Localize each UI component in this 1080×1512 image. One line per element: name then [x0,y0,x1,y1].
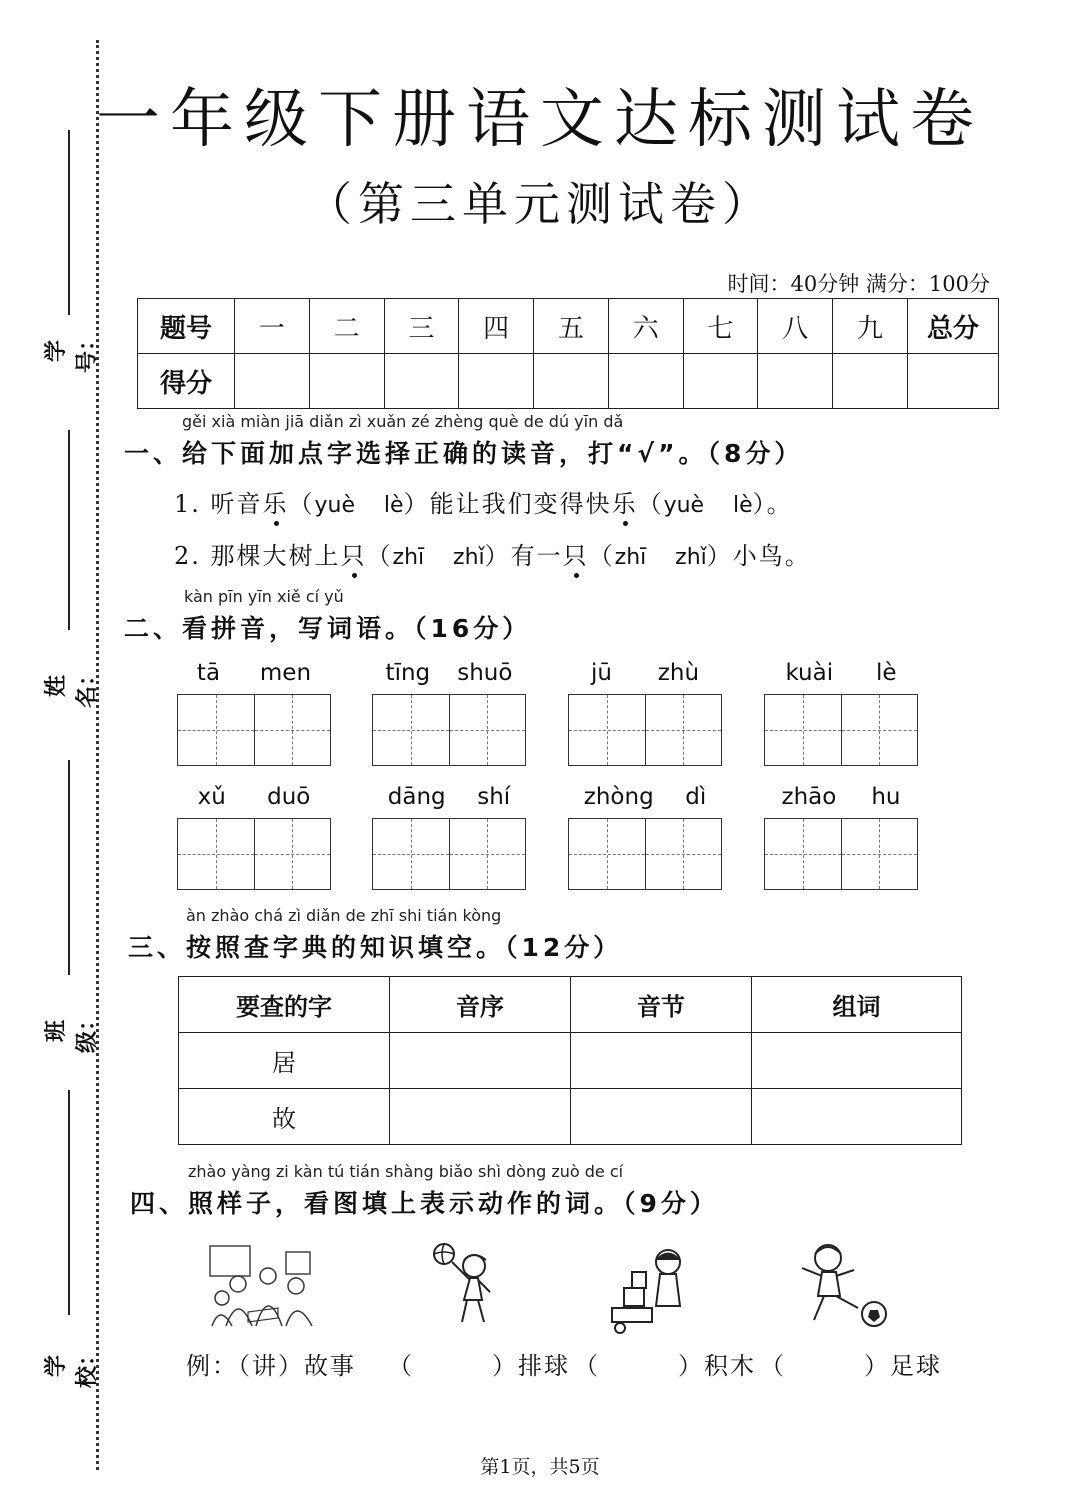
pinyin-option[interactable]: lè [732,493,753,518]
score-row-label: 得分 [138,354,235,409]
pinyin-word-box: zhòng dì [568,784,722,890]
page-title: 一年级下册语文达标测试卷 [96,83,984,157]
fill-in-volleyball[interactable]: （ ）排球 [388,1352,570,1380]
pinyin-option[interactable]: zhǐ [675,545,707,570]
score-cell[interactable] [908,354,999,409]
dotted-char: 只 [340,542,367,570]
score-cell[interactable] [683,354,758,409]
writing-grid[interactable] [177,694,331,766]
example-answer: 例：（讲）故事 [186,1352,356,1380]
question-1-2: 2. 那棵大树上只（zhī zhǐ）有一只（zhī zhǐ）小鸟。 [174,542,811,570]
section1-heading: 一、给下面加点字选择正确的读音，打“√”。（8分） [124,439,804,468]
binding-dash-line [96,40,99,1470]
score-header-cell: 九 [833,299,908,354]
class-rule [68,760,70,975]
section2-pinyin: kàn pīn yīn xiě cí yǔ [184,587,344,606]
score-cell[interactable] [384,354,459,409]
score-table-score-row [138,354,999,409]
soccer-player-illustration [784,1238,904,1328]
dictionary-header-row [179,977,962,1033]
pinyin-word-box: tīng shuō [372,660,526,766]
writing-grid[interactable] [372,694,526,766]
dictionary-header-cell: 音序 [390,977,571,1033]
score-header-cell: 八 [758,299,833,354]
lookup-char: 居 [179,1033,390,1089]
score-cell[interactable] [608,354,683,409]
score-cell[interactable] [833,354,908,409]
score-cell[interactable] [534,354,609,409]
pinyin-option[interactable]: zhǐ [453,545,485,570]
school-label: 学校： [43,1344,100,1389]
building-blocks-illustration [606,1244,726,1334]
dictionary-header-cell: 音节 [571,977,752,1033]
dotted-char: 乐 [262,490,289,518]
lookup-char: 故 [179,1089,390,1145]
score-table [137,298,999,409]
answer-cell[interactable] [571,1089,752,1145]
score-header-cell: 一 [235,299,310,354]
pinyin-word-box: zhāo hu [764,784,918,890]
time-and-score-info: 时间：40分钟 满分：100分 [727,272,990,296]
student-number-label: 学号： [43,329,100,374]
pinyin-option[interactable]: lè [383,493,404,518]
pinyin-option[interactable]: yuè [663,493,705,518]
volleyball-player-illustration [412,1240,532,1330]
answer-cell[interactable] [390,1089,571,1145]
score-header-cell: 七 [683,299,758,354]
section4-heading: 四、照样子，看图填上表示动作的词。（9分） [130,1189,719,1218]
fill-in-soccer[interactable]: （ ）足球 [760,1352,942,1380]
score-header-cell: 题号 [138,299,235,354]
table-row [179,1089,962,1145]
pinyin-word-box: dāng shí [372,784,526,890]
score-header-cell: 三 [384,299,459,354]
pinyin-option[interactable]: zhī [392,545,425,570]
writing-grid[interactable] [568,818,722,890]
dictionary-table [178,976,962,1145]
pinyin-word-box: jū zhù [568,660,722,766]
score-cell[interactable] [459,354,534,409]
table-row [179,1033,962,1089]
score-header-cell: 二 [309,299,384,354]
score-cell[interactable] [758,354,833,409]
pinyin-word-box: kuài lè [764,660,918,766]
dictionary-header-cell: 要查的字 [179,977,390,1033]
writing-grid[interactable] [764,694,918,766]
pinyin-option[interactable]: yuè [314,493,356,518]
storytelling-group-illustration [208,1242,328,1332]
answer-cell[interactable] [390,1033,571,1089]
pinyin-word-box: tā men [177,660,331,766]
class-label: 班级： [43,1009,100,1054]
school-rule [68,1090,70,1315]
score-header-cell: 总分 [908,299,999,354]
score-header-cell: 五 [534,299,609,354]
page-footer: 第1页，共5页 [480,1456,600,1478]
answer-cell[interactable] [752,1033,962,1089]
score-table-header-row [138,299,999,354]
page-subtitle: （第三单元测试卷） [306,177,774,231]
dotted-char: 乐 [611,490,638,518]
score-header-cell: 四 [459,299,534,354]
answer-cell[interactable] [752,1089,962,1145]
dictionary-header-cell: 组词 [752,977,962,1033]
fill-in-blocks[interactable]: （ ）积木 [574,1352,756,1380]
writing-grid[interactable] [568,694,722,766]
score-cell[interactable] [235,354,310,409]
dotted-char: 只 [562,542,589,570]
writing-grid[interactable] [372,818,526,890]
question-1-1: 1. 听音乐（yuè lè）能让我们变得快乐（yuè lè）。 [174,490,793,518]
score-cell[interactable] [309,354,384,409]
section2-heading: 二、看拼音，写词语。（16分） [124,614,532,643]
pinyin-option[interactable]: zhī [614,545,647,570]
section1-pinyin: gěi xià miàn jiā diǎn zì xuǎn zé zhèng què de dú yīn dǎ [182,412,624,431]
section4-pinyin: zhào yàng zi kàn tú tián shàng biǎo shì dòng zuò de cí [188,1162,624,1181]
score-header-cell: 六 [608,299,683,354]
answer-cell[interactable] [571,1033,752,1089]
writing-grid[interactable] [177,818,331,890]
name-rule [68,430,70,630]
name-label: 姓名： [43,664,100,709]
pinyin-word-box: xǔ duō [177,784,331,890]
section3-pinyin: àn zhào chá zì diǎn de zhī shi tián kòng [186,906,502,925]
section3-heading: 三、按照查字典的知识填空。（12分） [128,933,623,962]
writing-grid[interactable] [764,818,918,890]
